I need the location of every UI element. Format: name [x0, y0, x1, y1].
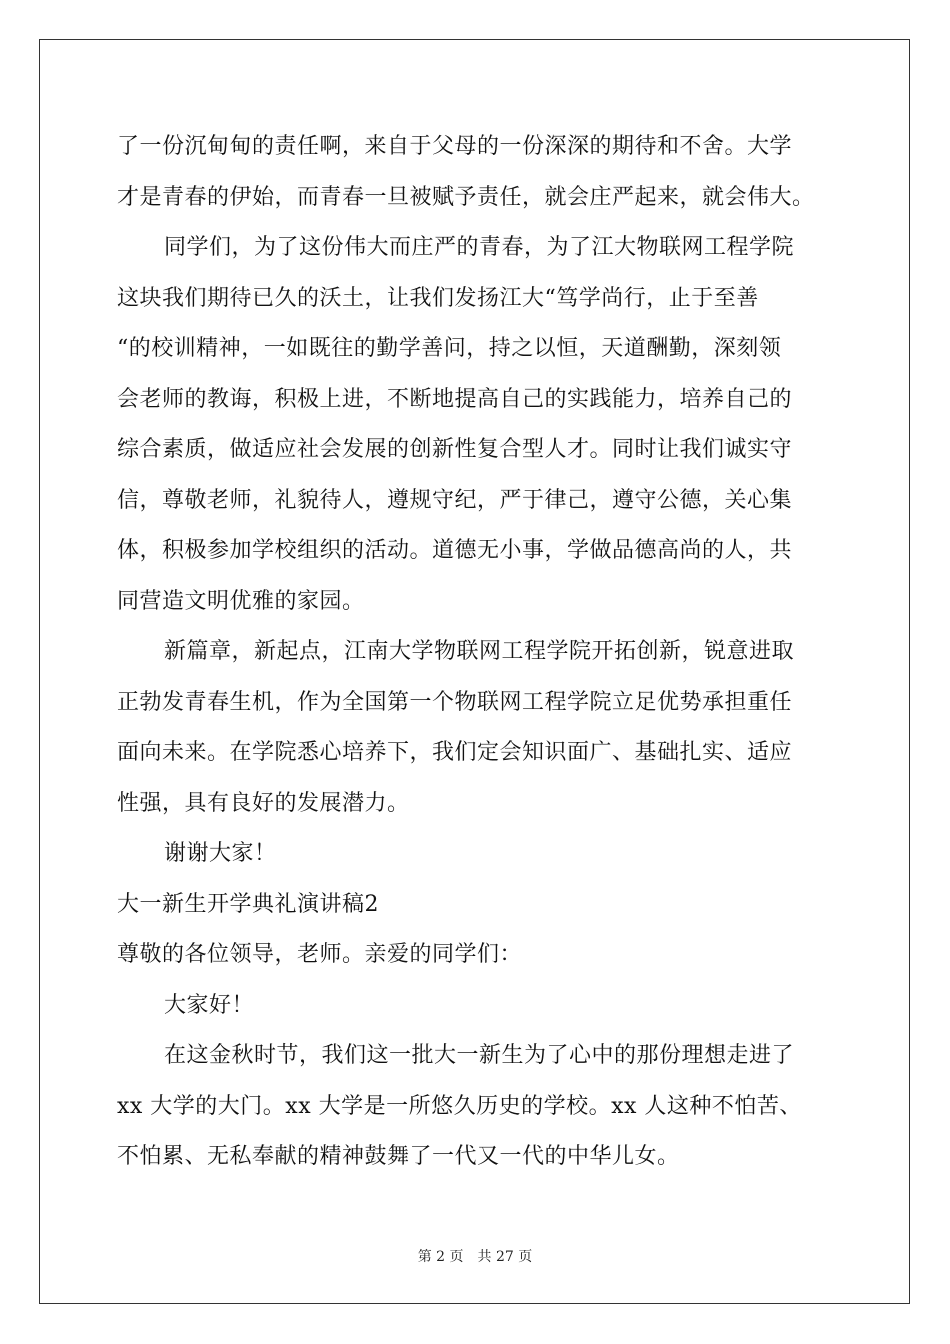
paragraph-start: 新篇章，新起点，江南大学物联网工程学院开拓创新，锐意进取 — [164, 639, 795, 664]
text-line: 信，尊敬老师，礼貌待人，遵规守纪，严于律己，遵守公德，关心集 — [117, 487, 793, 513]
text-line: 同营造文明优雅的家园。 — [117, 588, 365, 614]
text-line: 面向未来。在学院悉心培养下，我们定会知识面广、基础扎实、适应 — [117, 740, 793, 765]
text-line: 这块我们期待已久的沃土，让我们发扬江大“笃学尚行，止于至善 — [117, 285, 759, 311]
text-line: “的校训精神，一如既往的勤学善问，持之以恒，天道酬勤，深刻领 — [117, 336, 782, 361]
page-number: 第 2 页 — [417, 1249, 464, 1265]
text-line: 了一份沉甸甸的责任啊，来自于父母的一份深深的期待和不舍。大学 — [117, 134, 793, 159]
text-line: 不怕累、无私奉献的精神鼓舞了一代又一代的中华儿女。 — [117, 1144, 680, 1169]
section-title: 大一新生开学典礼演讲稿2 — [117, 891, 379, 917]
text-line: xx 大学的大门。xx 大学是一所悠久历史的学校。xx 人这种不怕苦、 — [117, 1093, 802, 1119]
text-line: 综合素质，做适应社会发展的创新性复合型人才。同时让我们诚实守 — [117, 437, 793, 462]
text-line: 体，积极参加学校组织的活动。道德无小事，学做品德高尚的人，共 — [117, 538, 793, 563]
document-body — [117, 127, 837, 1188]
page-footer — [0, 1247, 950, 1267]
salutation: 尊敬的各位领导，老师。亲爱的同学们： — [117, 942, 523, 967]
text-line: 才是青春的伊始，而青春一旦被赋予责任，就会庄严起来，就会伟大。 — [117, 184, 815, 210]
closing-thanks: 谢谢大家！ — [164, 841, 277, 866]
text-line: 会老师的教诲，积极上进，不断地提高自己的实践能力，培养自己的 — [117, 386, 793, 412]
page-total: 共 27 页 — [477, 1249, 533, 1265]
paragraph-start: 在这金秋时节，我们这一批大一新生为了心中的那份理想走进了 — [164, 1043, 795, 1068]
greeting: 大家好！ — [164, 992, 255, 1018]
paragraph-start: 同学们，为了这份伟大而庄严的青春，为了江大物联网工程学院 — [164, 235, 795, 260]
text-line: 性强，具有良好的发展潜力。 — [117, 790, 410, 816]
text-line: 正勃发青春生机，作为全国第一个物联网工程学院立足优势承担重任 — [117, 689, 793, 715]
